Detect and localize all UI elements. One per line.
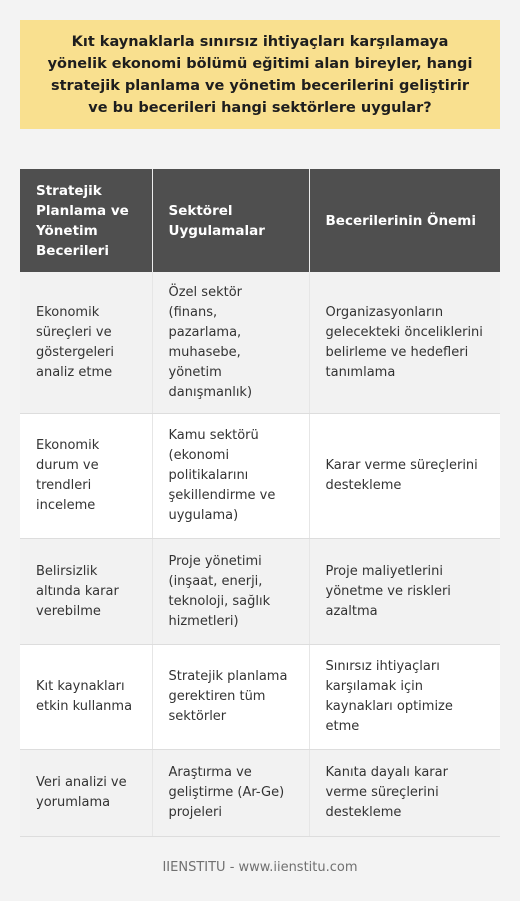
cell-sector: Proje yönetimi (inşaat, enerji, teknoloji, sağlık hizmetleri)	[152, 539, 309, 645]
cell-sector: Özel sektör (finans, pazarlama, muhasebe, yönetim danışmanlık)	[152, 272, 309, 414]
cell-sector: Araştırma ve geliştirme (Ar-Ge) projeleri	[152, 750, 309, 837]
cell-skill: Kıt kaynakları etkin kullanma	[20, 645, 152, 750]
title-banner	[20, 20, 500, 129]
cell-skill: Ekonomik durum ve trendleri inceleme	[20, 414, 152, 539]
header-sectors: Sektörel Uygulamalar	[152, 169, 309, 272]
table-row	[20, 645, 500, 750]
header-importance: Becerilerinin Önemi	[309, 169, 500, 272]
cell-importance: Proje maliyetlerini yönetme ve riskleri azaltma	[309, 539, 500, 645]
header-skills: Stratejik Planlama ve Yönetim Becerileri	[20, 169, 152, 272]
cell-importance: Kanıta dayalı karar verme süreçlerini destekleme	[309, 750, 500, 837]
cell-importance: Organizasyonların gelecekteki önceliklerini belirleme ve hedefleri tanımlama	[309, 272, 500, 414]
table-row	[20, 272, 500, 414]
cell-skill: Veri analizi ve yorumlama	[20, 750, 152, 837]
footer-credit: IIENSTITU - www.iienstitu.com	[162, 860, 358, 875]
table-row	[20, 750, 500, 837]
table-row	[20, 539, 500, 645]
cell-sector: Kamu sektörü (ekonomi politikalarını şekillendirme ve uygulama)	[152, 414, 309, 539]
cell-sector: Stratejik planlama gerektiren tüm sektörler	[152, 645, 309, 750]
cell-skill: Belirsizlik altında karar verebilme	[20, 539, 152, 645]
table-row	[20, 414, 500, 539]
cell-skill: Ekonomik süreçleri ve göstergeleri analiz etme	[20, 272, 152, 414]
table-header-row	[20, 169, 500, 272]
cell-importance: Sınırsız ihtiyaçları karşılamak için kaynakları optimize etme	[309, 645, 500, 750]
cell-importance: Karar verme süreçlerini destekleme	[309, 414, 500, 539]
page-title: Kıt kaynaklarla sınırsız ihtiyaçları karşılamaya yönelik ekonomi bölümü eğitimi alan bireyler, hangi stratejik planlama ve yönetim becerilerini geliştirir ve bu becerileri hangi sektörlere uygular?	[47, 33, 473, 116]
skills-table	[20, 169, 500, 837]
